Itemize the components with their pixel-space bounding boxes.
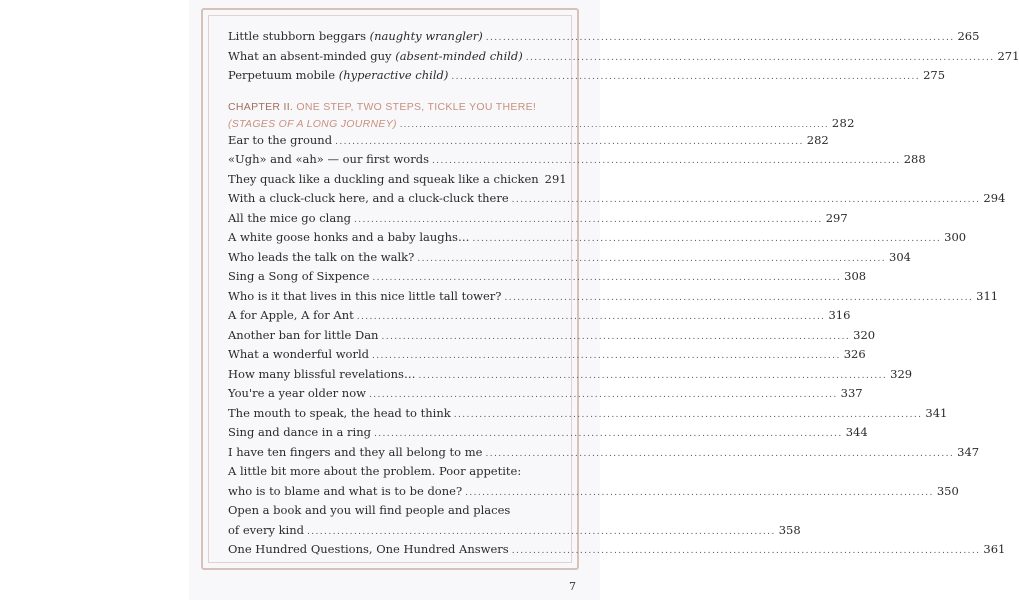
entry-title: «Ugh» and «ah» — our first words [228, 152, 429, 166]
entry-title: They quack like a duckling and squeak like a chicken [228, 171, 539, 186]
page-ref: 291 [544, 171, 567, 186]
chapter-label: CHAPTER II. [228, 100, 294, 113]
toc-entry [228, 425, 868, 445]
dot-leader: .............................................................................................................. [465, 487, 934, 498]
entry-title: All the mice go clang [228, 210, 351, 225]
page-ref: 297 [825, 210, 848, 225]
table-of-contents [228, 29, 1019, 562]
dot-leader: .............................................................................................................. [504, 292, 974, 303]
page-ref: 341 [925, 405, 948, 420]
entry-title: With a cluck-cluck here, and a cluck-cluck there [228, 191, 509, 205]
toc-entry [228, 444, 980, 465]
dot-leader: .............................................................................................................. [399, 118, 829, 129]
entry-title: A for Apple, A for Ant [228, 308, 354, 322]
entry-title: You're a year older now [228, 386, 366, 400]
entry-title: A white goose honks and a baby laughs… [228, 230, 470, 244]
dot-leader: .............................................................................................................. [372, 351, 841, 361]
toc-entry [228, 269, 867, 289]
entry-title: I have ten fingers and they all belong to me [228, 444, 483, 459]
toc-entry [228, 249, 911, 270]
page-ref: 265 [957, 29, 980, 43]
page-number: 7 [569, 580, 576, 593]
dot-leader: .............................................................................................................. [353, 214, 823, 225]
page-ref: 337 [840, 386, 863, 400]
dot-leader: .............................................................................................................. [381, 331, 851, 342]
entry-title: Sing and dance in a ring [228, 425, 371, 439]
page-ref: 300 [944, 230, 967, 244]
toc-entry: Perpetuum mobile (hyperactive child) .............................................................................................................. 275 [228, 68, 946, 82]
toc-entry: Little stubborn beggars (naughty wrangler) .............................................................................................................. 265 [228, 29, 980, 43]
dot-leader: .............................................................................................................. [525, 52, 995, 63]
page-ref: 294 [983, 191, 1006, 205]
entry-title: Ear to the ground [228, 132, 333, 147]
page-ref: 350 [936, 483, 959, 498]
toc-entry [228, 405, 948, 426]
entry-title: Sing a Song of Sixpence [228, 269, 370, 283]
dot-leader: .............................................................................................................. [372, 273, 842, 283]
dot-leader: .............................................................................................................. [453, 409, 923, 420]
dot-leader: .............................................................................................................. [356, 312, 826, 322]
page-ref: 304 [889, 249, 911, 264]
chapter-title: ONE STEP, TWO STEPS, TICKLE YOU THERE! [296, 100, 537, 113]
toc-entry-multiline: Open a book and you will find people and places of every kind .............................................................................................................. 358 [228, 503, 801, 537]
page-ref: 275 [923, 68, 946, 82]
dot-leader: .............................................................................................................. [451, 72, 921, 82]
toc-entry: One Hundred Questions, One Hundred Answers .............................................................................................................. 361 [228, 542, 1006, 556]
toc-entry [228, 210, 848, 231]
entry-title: How many blissful revelations… [228, 366, 416, 381]
page-ref: 329 [890, 366, 913, 381]
toc-entry [228, 386, 863, 406]
page-ref: 316 [828, 308, 851, 322]
toc-entry [228, 171, 567, 192]
dot-leader: .............................................................................................................. [485, 448, 955, 459]
page-ref: 282 [806, 132, 829, 147]
dot-leader: .............................................................................................................. [511, 195, 981, 205]
page-ref: 282 [831, 115, 855, 130]
entry-title: The mouth to speak, the head to think [228, 405, 451, 420]
dot-leader: .............................................................................................................. [335, 136, 804, 147]
toc-entry: What an absent-minded guy (absent-minded child) .............................................................................................................. 271 [228, 48, 1019, 63]
entry-title: Who is it that lives in this nice little tall tower? [228, 288, 502, 303]
page-ref: 311 [976, 288, 999, 303]
toc-entry [228, 152, 926, 172]
dot-leader: .............................................................................................................. [417, 253, 887, 264]
dot-leader: .............................................................................................................. [373, 429, 843, 439]
dot-leader: .............................................................................................................. [418, 370, 888, 381]
dot-leader: .............................................................................................................. [472, 234, 942, 244]
toc-entry [228, 327, 876, 348]
toc-entry [228, 308, 851, 328]
toc-entry [228, 347, 866, 367]
entry-title: Another ban for little Dan [228, 327, 379, 342]
page-ref: 361 [983, 542, 1006, 556]
dot-leader: .............................................................................................................. [307, 526, 776, 537]
page-ref: 358 [778, 522, 801, 537]
entry-title: What a wonderful world [228, 347, 370, 361]
chapter-heading [228, 99, 855, 133]
dot-leader: .............................................................................................................. [485, 33, 955, 43]
toc-entry [228, 191, 1006, 211]
page-ref: 344 [845, 425, 868, 439]
toc-entry [228, 288, 999, 309]
dot-leader: .............................................................................................................. [431, 156, 901, 166]
entry-title: Who leads the talk on the walk? [228, 249, 415, 264]
dot-leader: .............................................................................................................. [511, 546, 981, 556]
page-ref: 326 [843, 347, 866, 361]
page-ref: 288 [903, 152, 926, 166]
page-ref: 271 [997, 48, 1019, 63]
dot-leader: .............................................................................................................. [368, 390, 838, 400]
page-ref: 308 [844, 269, 867, 283]
toc-entry [228, 366, 913, 387]
toc-entry [228, 132, 829, 153]
chapter-subtitle: (STAGES OF A LONG JOURNEY) [228, 117, 397, 130]
toc-entries [228, 132, 1006, 465]
toc-entry [228, 230, 967, 250]
page-ref: 320 [853, 327, 876, 342]
toc-entry-multiline: A little bit more about the problem. Poor appetite: who is to blame and what is to be done? .............................................................................................................. 350 [228, 464, 959, 498]
page-ref: 347 [957, 444, 980, 459]
